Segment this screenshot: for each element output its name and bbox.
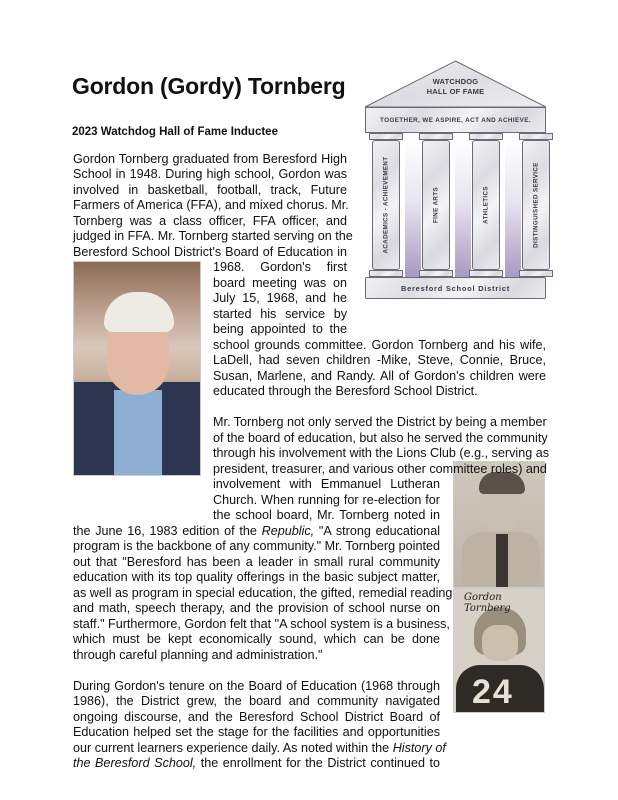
text-line: Susan, Marlene, and Randy. All of Gordon's children were (213, 369, 546, 383)
text-line: Church. When running for re-election for (213, 493, 440, 507)
text-line: Mr. Tornberg not only served the District by being a member (213, 415, 547, 429)
text-line: as well as program in special education, the gifted, remedial reading (73, 586, 453, 600)
football-photo (453, 588, 545, 713)
text-line: Beresford School District's Board of Education in (73, 245, 347, 259)
text-line: being appointed to the (213, 322, 347, 336)
column-gap (505, 140, 521, 277)
text-line: through his involvement with the Lions Club (e.g., serving as (213, 446, 550, 460)
text-line: started his service by (213, 307, 347, 321)
text-line: Tornberg was a class officer, FFA officer, and (73, 214, 347, 228)
text-line: educated through the Beresford School District. (213, 384, 478, 398)
column-capital (419, 133, 453, 140)
column-fine-arts: FINE ARTS (422, 140, 450, 270)
column-capital (519, 133, 553, 140)
page-title: Gordon (Gordy) Tornberg (72, 73, 346, 99)
text-line: School in 1948. During high school, Gordon was (73, 167, 347, 181)
logo-title-line1: WATCHDOG (432, 77, 479, 86)
text-line: which must be kept economically sound, which can be done (73, 632, 440, 646)
column-capital (369, 133, 403, 140)
text-line: board meeting was on (213, 276, 347, 290)
column-athletics: ATHLETICS (472, 140, 500, 270)
text-line: education with its top quality offerings in the basic subject matter, (73, 570, 440, 584)
yearbook-portrait-photo (453, 461, 545, 588)
text-line: 1986), the District grew, the board and community navigated (73, 694, 440, 708)
text-line: ongoing discourse, and the Beresford School District Board of (73, 710, 440, 724)
text-line: involvement with Emmanuel Lutheran (213, 477, 440, 491)
logo-pediment (363, 60, 548, 108)
column-base (419, 270, 453, 277)
column-gap (405, 140, 421, 277)
text-line: LaDell, had seven children -Mike, Steve, Connie, Bruce, (213, 353, 546, 367)
text-line: Farmers of America (FFA), and mixed chorus. Mr. (73, 198, 349, 212)
text-line: staff." Furthermore, Gordon felt that "A school system is a business, (73, 617, 450, 631)
text-line: school grounds committee. Gordon Tornberg and his wife, (213, 338, 546, 352)
text-line: president, treasurer, and various other committee roles) and (213, 462, 547, 476)
text-line: July 15, 1968, and he (213, 291, 347, 305)
jersey-number: 24 (472, 673, 514, 711)
text-line: 1968. Gordon's first (213, 260, 347, 274)
column-gap (455, 140, 471, 277)
text-line: through careful planning and administration." (73, 648, 323, 662)
logo-district-name: Beresford School District (365, 277, 546, 299)
text-line: involved in basketball, football, track, Future (73, 183, 347, 197)
text-line: program is the backbone of any community." Mr. Tornberg pointed (73, 539, 440, 553)
column-base (369, 270, 403, 277)
text-line: the June 16, 1983 edition of the Republic, "A strong educational (73, 524, 440, 538)
football-photo-caption: Gordon Tornberg (464, 592, 511, 614)
column-distinguished-service: DISTINGUISHED SERVICE (522, 140, 550, 270)
column-academics: ACADEMICS - ACHIEVEMENT (372, 140, 400, 270)
text-line: our current learners experience daily. As noted within the History of (73, 741, 446, 755)
column-base (469, 270, 503, 277)
text-line: of the board of education, but also he served the community (213, 431, 548, 445)
inductee-subtitle: 2023 Watchdog Hall of Fame Inductee (72, 126, 278, 138)
text-line: and math, speech therapy, and the provision of school nurse on (73, 601, 440, 615)
text-line: out that "Beresford has been a leader in small rural community (73, 555, 440, 569)
column-base (519, 270, 553, 277)
text-line: Education helped set the stage for the facilities and opportunities (73, 725, 440, 739)
text-line: Gordon Tornberg graduated from Beresford High (73, 152, 347, 166)
logo-title-line2: HALL OF FAME (426, 87, 485, 96)
text-line: judged in FFA. Mr. Tornberg started serving on the (73, 229, 353, 243)
text-line: During Gordon's tenure on the Board of Education (1968 through (73, 679, 440, 693)
column-capital (469, 133, 503, 140)
text-line: the Beresford School, the enrollment for the District continued to (73, 756, 440, 770)
logo-motto: TOGETHER, WE ASPIRE, ACT AND ACHIEVE. (365, 107, 546, 133)
text-line: the school board, Mr. Tornberg noted in (213, 508, 440, 522)
hall-of-fame-logo (363, 60, 548, 300)
gordon-portrait-photo (73, 261, 201, 476)
